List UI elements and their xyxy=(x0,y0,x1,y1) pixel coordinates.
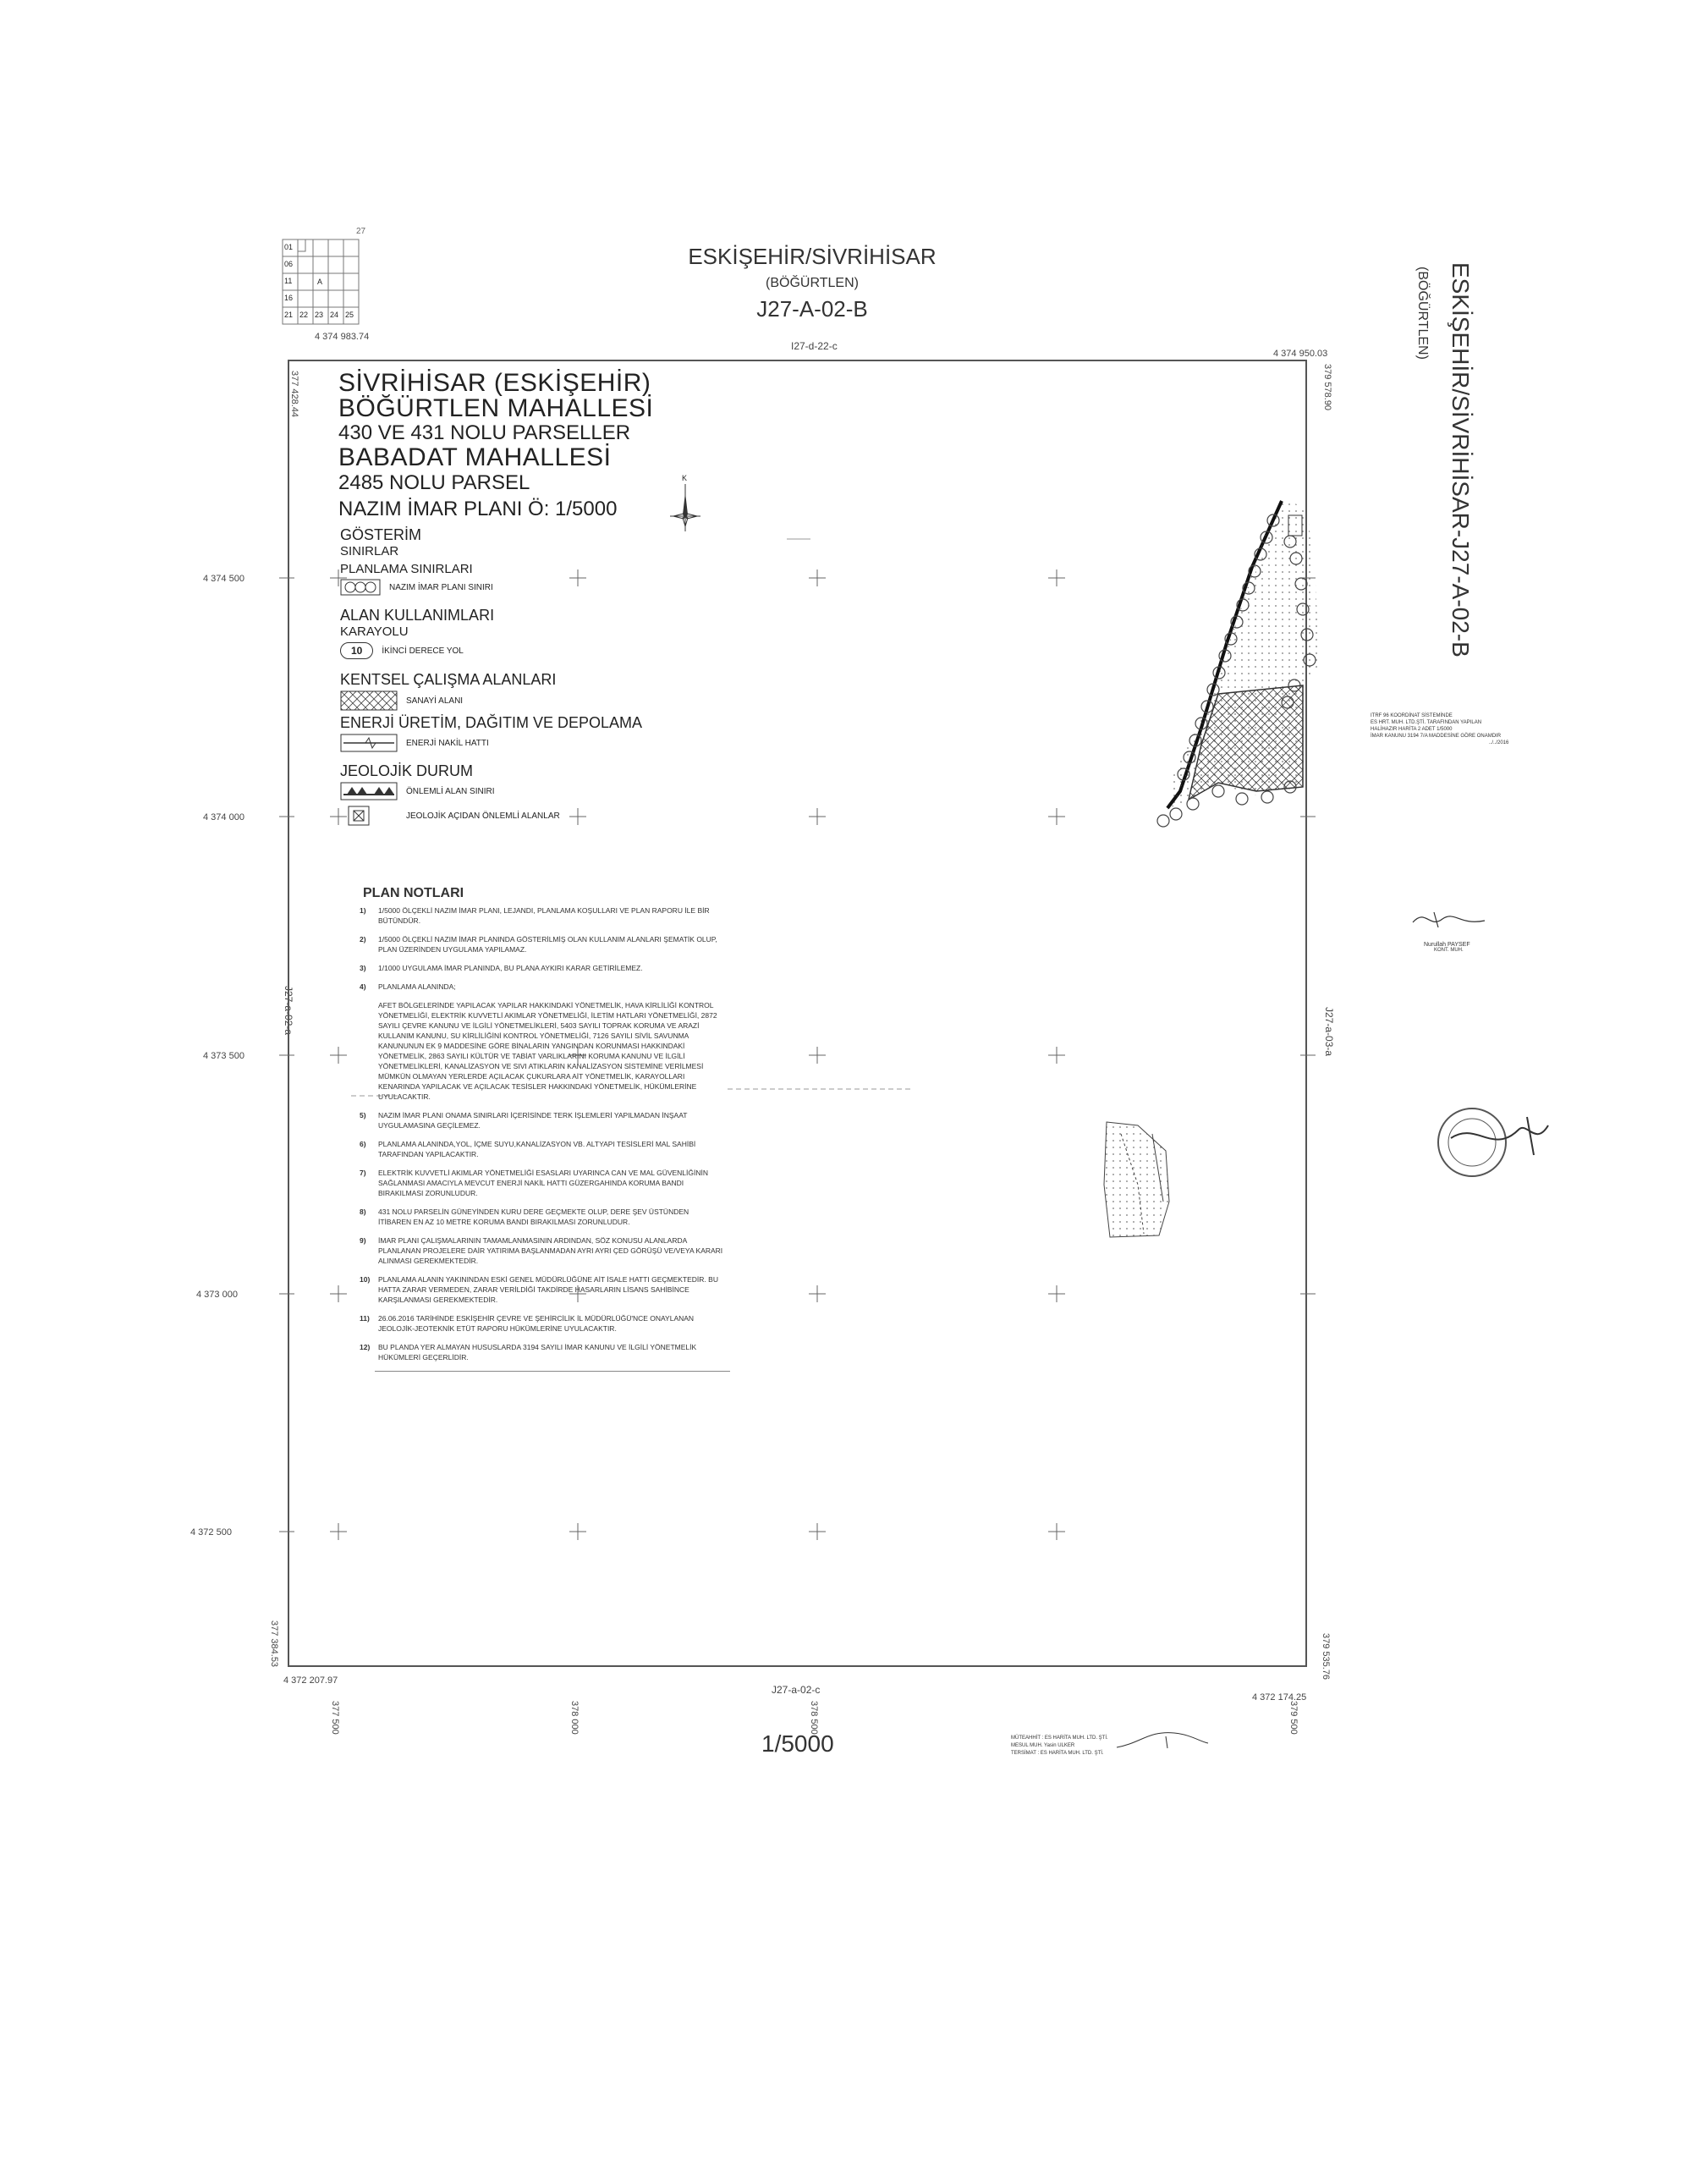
second-parcel xyxy=(1104,1122,1169,1237)
northing-label: 4 373 000 xyxy=(196,1290,238,1300)
plan-notes-title: PLAN NOTLARI xyxy=(363,886,464,900)
road-width-badge xyxy=(1288,514,1305,542)
plan-note-number: 9) xyxy=(360,1236,366,1245)
legend xyxy=(340,526,645,826)
approval-line: HALİHAZIR HARİTA 2 ADET 1/5000 xyxy=(1371,727,1453,732)
north-arrow xyxy=(668,474,702,537)
north-arrow-icon xyxy=(668,474,702,533)
plan-note-text: PLANLAMA ALANINDA; xyxy=(378,982,456,991)
plan-note xyxy=(360,1342,723,1362)
plan-note xyxy=(360,905,723,926)
grid-cross xyxy=(330,1285,347,1302)
notes-divider xyxy=(375,1371,730,1372)
legend-row-nazim xyxy=(340,578,645,597)
northing-label: 4 374 000 xyxy=(203,812,244,822)
index-cell-22: 22 xyxy=(299,311,309,319)
grid-cross xyxy=(1048,569,1065,586)
plan-notes-list xyxy=(360,905,723,1362)
coord-right-bottom-v: 379 535.76 xyxy=(1321,1633,1331,1681)
boundary-circle xyxy=(1187,798,1199,810)
engineer-name: Nurullah PAYSEF xyxy=(1424,942,1470,948)
approval-line: ITRF 96 KOORDİNAT SİSTEMİNDE xyxy=(1371,713,1453,718)
approval-stamp xyxy=(1371,712,1508,746)
credits xyxy=(1011,1735,1108,1758)
boundary-circle xyxy=(1212,785,1224,797)
grid-cross xyxy=(569,1523,586,1540)
easting-label: 378 000 xyxy=(569,1701,580,1735)
grid-cross xyxy=(809,1285,826,1302)
coord-top-right: 4 374 950.03 xyxy=(1273,349,1328,359)
legend-nazim-label: NAZIM İMAR PLANI SINIRI xyxy=(389,582,493,592)
coord-bottom-right: 4 372 174.25 xyxy=(1252,1692,1307,1703)
plan-note xyxy=(360,1274,723,1305)
engineer-signature xyxy=(1409,904,1493,953)
legend-row-sanayi xyxy=(340,690,645,711)
legend-onlemli-label: ÖNLEMLİ ALAN SINIRI xyxy=(406,786,495,796)
plan-title-line3: 430 VE 431 NOLU PARSELLER xyxy=(338,421,631,444)
legend-row-jeolojik xyxy=(340,806,645,826)
easting-label: 379 500 xyxy=(1288,1701,1299,1735)
plan-note-text: ELEKTRİK KUVVETLİ AKIMLAR YÖNETMELİĞİ ESASLARI UYARINCA CAN VE MAL GÜVENLİĞİNİN SAĞLANMASI AMACIYLA MEVCUT ENERJİ NAKİL HATTI GÜZERGAHINDA KORUMA BANDI BIRAKILMASI ZORUNLUDUR. xyxy=(378,1169,709,1197)
grid-cross xyxy=(809,1047,826,1064)
legend-enerji: ENERJİ ÜRETİM, DAĞITIM VE DEPOLAMA xyxy=(340,714,643,731)
index-cell-01: 01 xyxy=(284,243,294,251)
engineer-title: KONT. MUH. xyxy=(1434,948,1464,953)
legend-sinirlar: SINIRLAR xyxy=(340,544,399,558)
scale-label: 1/5000 xyxy=(761,1730,834,1757)
grid-cross xyxy=(809,808,826,825)
power-line-icon xyxy=(340,734,399,752)
index-cell-23: 23 xyxy=(315,311,324,319)
credits-signature xyxy=(1115,1726,1217,1756)
legend-alan-kullanimlari: ALAN KULLANIMLARI xyxy=(340,607,495,624)
legend-karayolu: KARAYOLU xyxy=(340,624,409,639)
legend-kentsel: KENTSEL ÇALIŞMA ALANLARI xyxy=(340,671,557,688)
plan-note-number xyxy=(360,1000,378,1102)
plan-note xyxy=(360,1110,723,1131)
legend-title: GÖSTERİM xyxy=(340,526,422,543)
credits-engineer: MESUL MUH. Yasin ULKER xyxy=(1011,1743,1075,1748)
plan-title-block xyxy=(338,371,653,523)
neighbor-right: J27-a-03-a xyxy=(1323,1007,1335,1057)
plan-note-text: 1/5000 ÖLÇEKLİ NAZIM İMAR PLANINDA GÖSTERİLMİŞ OLAN KULLANIM ALANLARI ŞEMATİK OLUP, PLAN ÜZERİNDEN UYGULAMA YAPILAMAZ. xyxy=(378,935,717,954)
plan-title-line4: BABADAT MAHALLESİ xyxy=(338,443,612,471)
approval-line: ../../2016 xyxy=(1489,740,1509,745)
index-cell-25: 25 xyxy=(345,311,354,319)
boundary-circle xyxy=(1157,815,1169,827)
grid-cross xyxy=(1048,1523,1065,1540)
plan-note-text: BU PLANDA YER ALMAYAN HUSUSLARDA 3194 SAYILI İMAR KANUNU VE İLGİLİ YÖNETMELİK HÜKÜMLERİ GEÇERLİDİR. xyxy=(378,1343,697,1362)
side-title: ESKİŞEHİR/SİVRİHİSAR-J27-A-02-B xyxy=(1448,262,1474,657)
index-cell-24: 24 xyxy=(330,311,339,319)
index-cell-a: A xyxy=(317,278,323,286)
plan-note xyxy=(360,982,723,992)
plan-note-number: 10) xyxy=(360,1275,371,1284)
plan-notes xyxy=(360,888,723,1372)
plan-note xyxy=(360,1139,723,1159)
plan-note-number: 6) xyxy=(360,1140,366,1148)
header-sheet-code: J27-A-02-B xyxy=(756,296,868,322)
plan-note-text: 1/1000 UYGULAMA İMAR PLANINDA, BU PLANA AYKIRI KARAR GETİRİLEMEZ. xyxy=(378,964,643,972)
legend-row-onlemli xyxy=(340,782,645,800)
easting-label: 378 500 xyxy=(809,1701,819,1735)
legend-jeolojik-label: JEOLOJİK AÇIDAN ÖNLEMLİ ALANLAR xyxy=(406,811,560,821)
industrial-hatch-icon xyxy=(340,690,399,711)
plan-note-number: 2) xyxy=(360,935,366,943)
caution-boundary-icon xyxy=(340,782,399,800)
northing-label: 4 372 500 xyxy=(190,1527,232,1538)
grid-cross xyxy=(1048,1047,1065,1064)
grid-cross xyxy=(809,1523,826,1540)
grid-cross xyxy=(330,1047,347,1064)
legend-enerji-label: ENERJİ NAKİL HATTI xyxy=(406,738,489,748)
plan-note-text: İMAR PLANI ÇALIŞMALARININ TAMAMLANMASININ ARDINDAN, SÖZ KONUSU ALANLARDA PLANLANAN PROJELERE DAİR YATIRIMA BAŞLANMADAN AYRI AYRI ÇED GÖRÜŞÜ VE/VEYA KARARI ALINMASI GEREKMEKTEDİR. xyxy=(378,1236,723,1265)
plan-note xyxy=(360,1000,723,1102)
plan-note-text: PLANLAMA ALANINDA,YOL, İÇME SUYU,KANALİZASYON VB. ALTYAPI TESİSLERİ MAL SAHİBİ TARAFINDAN YAPILACAKTIR. xyxy=(378,1140,696,1158)
boundary-circle xyxy=(1236,793,1248,805)
boundary-circle xyxy=(1261,791,1273,803)
header-province: ESKİŞEHİR/SİVRİHİSAR xyxy=(688,244,937,269)
plan-note xyxy=(360,963,723,973)
index-cell-16: 16 xyxy=(284,294,294,302)
grid-cross xyxy=(1048,808,1065,825)
easting-label: 377 500 xyxy=(330,1701,340,1735)
approval-line: İMAR KANUNU 3194 7/A MADDESİNE GÖRE ONAMDIR xyxy=(1371,734,1502,739)
plan-title-line2: BÖĞÜRTLEN MAHALLESİ xyxy=(338,394,654,422)
coord-top-left: 4 374 983.74 xyxy=(315,332,370,342)
plan-note-text: NAZIM İMAR PLANI ONAMA SINIRLARI İÇERİSİNDE TERK İŞLEMLERİ YAPILMADAN İNŞAAT UYGULAMASINA GEÇİLEMEZ. xyxy=(378,1111,688,1130)
header-village: (BÖĞÜRTLEN) xyxy=(766,276,859,290)
index-cell-06: 06 xyxy=(284,260,294,268)
plan-title-line1: SİVRİHİSAR (ESKİŞEHİR) xyxy=(338,369,651,397)
boundary-symbol-icon xyxy=(340,578,382,597)
coord-left-bottom-v: 377 384.53 xyxy=(269,1620,279,1668)
plan-note-number: 4) xyxy=(360,982,366,991)
plan-note xyxy=(360,1168,723,1198)
plan-note-number: 7) xyxy=(360,1169,366,1177)
neighbor-left: J27-a-02-a xyxy=(283,986,294,1036)
neighbor-top: I27-d-22-c xyxy=(791,340,838,352)
credits-signature-icon xyxy=(1115,1726,1217,1752)
legend-yol-label: İKİNCİ DERECE YOL xyxy=(382,646,464,656)
legend-sanayi-label: SANAYİ ALANI xyxy=(406,696,464,706)
approval-line: ES HRT. MUH. LTD.ŞTİ. TARAFINDAN YAPILAN xyxy=(1371,720,1482,725)
plan-note-number: 3) xyxy=(360,964,366,972)
index-cell-11: 11 xyxy=(284,277,293,285)
coord-bottom-left: 4 372 207.97 xyxy=(283,1675,338,1686)
side-title-village: (BÖĞÜRTLEN) xyxy=(1415,267,1430,360)
boundary-circle xyxy=(1170,808,1182,820)
north-arrow-label: K xyxy=(682,474,688,482)
seal-icon xyxy=(1426,1104,1569,1189)
grid-cross xyxy=(1048,1285,1065,1302)
northing-label: 4 374 500 xyxy=(203,574,244,584)
plan-note-text: 1/5000 ÖLÇEKLİ NAZIM İMAR PLANI, LEJANDI, PLANLAMA KOŞULLARI VE PLAN RAPORU İLE BİR BÜTÜNDÜR. xyxy=(378,906,710,925)
neighbor-bottom: J27-a-02-c xyxy=(772,1684,821,1696)
geological-caution-icon xyxy=(340,806,399,826)
road-badge-icon xyxy=(1288,514,1305,540)
index-cell-21: 21 xyxy=(284,311,294,319)
plan-note-text: 431 NOLU PARSELİN GÜNEYİNDEN KURU DERE GEÇMEKTE OLUP, DERE ŞEV ÜSTÜNDEN İTİBAREN EN AZ 10 METRE KORUMA BANDI BIRAKILMASI ZORUNLUDUR. xyxy=(378,1208,689,1226)
coord-right-top-v: 379 578.90 xyxy=(1322,364,1332,411)
grid-cross xyxy=(809,569,826,586)
legend-planlama-sinirlari: PLANLAMA SINIRLARI xyxy=(340,562,473,576)
index-corner-label: 27 xyxy=(356,227,366,236)
plan-note-text: PLANLAMA ALANIN YAKININDAN ESKİ GENEL MÜDÜRLÜĞÜNE AİT İSALE HATTI GEÇMEKTEDİR. BU HATTA ZARAR VERMEDEN, ZARAR VERİLDİĞİ TAKDİRDE HASARLARIN LİSANS SAHİBİNCE KARŞILANMASI GEREKMEKTEDİR. xyxy=(378,1275,718,1304)
grid-cross xyxy=(330,1523,347,1540)
northing-label: 4 373 500 xyxy=(203,1051,244,1061)
coord-left-top-v: 377 428.44 xyxy=(289,371,299,418)
plan-note xyxy=(360,1235,723,1266)
plan-note-number: 8) xyxy=(360,1208,366,1216)
plan-note-number: 12) xyxy=(360,1343,371,1351)
legend-row-yol xyxy=(340,642,645,659)
plan-title-line5: 2485 NOLU PARSEL xyxy=(338,471,530,494)
planning-area xyxy=(1167,499,1320,812)
legend-jeolojik: JEOLOJİK DURUM xyxy=(340,762,474,779)
credits-contractor: MÜTEAHHİT : ES HARİTA MUH. LTD. ŞTİ. xyxy=(1011,1736,1108,1741)
plan-note xyxy=(360,934,723,954)
plan-note xyxy=(360,1207,723,1227)
official-seal xyxy=(1426,1104,1569,1193)
legend-row-enerji xyxy=(340,734,645,752)
plan-note-text: 26.06.2016 TARİHİNDE ESKİŞEHİR ÇEVRE VE ŞEHİRCİLİK İL MÜDÜRLÜĞÜ'NCE ONAYLANAN JEOLOJİK-JEOTEKNİK ETÜT RAPORU HÜKÜMLERİNE UYULACAKTIR. xyxy=(378,1314,695,1333)
plan-note-number: 1) xyxy=(360,906,366,915)
plan-note xyxy=(360,1313,723,1334)
plan-title-line6: NAZIM İMAR PLANI Ö: 1/5000 xyxy=(338,498,618,520)
signature-icon xyxy=(1409,904,1493,938)
plan-note-number: 11) xyxy=(360,1314,370,1323)
plan-note-number: 5) xyxy=(360,1111,366,1120)
road-badge: 10 xyxy=(340,642,373,659)
credits-drafting: TERSİMAT : ES HARİTA MUH. LTD. ŞTİ. xyxy=(1011,1751,1104,1756)
plan-note-text: AFET BÖLGELERİNDE YAPILACAK YAPILAR HAKKINDAKİ YÖNETMELİK, HAVA KİRLİLİĞİ KONTROL YÖNETMELİĞİ, ELEKTRİK KUVVETLİ AKIMLAR YÖNETMELİĞİ, İLETİM HATLARI YÖNETMELİĞİ, 2872 SAYILI ÇEVRE KANUNU VE İLGİLİ YÖNETMELİKLERİ, 5403 SAYILI TOPRAK KORUMA VE ARAZİ KULLANIM KANUNU, SU KİRLİLİĞİNİ KONTROL YÖNETMELİĞİ, 7126 SAYILI SİVİL SAVUNMA KANUNUNUN EK 9 MADDESİNE GÖRE BİNALARIN YANGINDAN KORUNMASI HAKKINDAKİ YÖNETMELİK, 2863 SAYILI KÜLTÜR VE TABİAT VARLIKLARINI KORUMA KANUNU VE İLGİLİ YÖNETMELİKLERİ, KANALİZASYON VE SIVI ATIKLARIN KANALİZASYON SİSTEMİNE VERİLMESİ MÜMKÜN OLMAYAN YERLERDE AÇILACAK ÇUKURLARA AİT YÖNETMELİK, KARAYOLLARI KENARINDA YAPILACAK VE AÇILACAK TESİSLER HAKKINDAKİ YÖNETMELİK, HÜKÜMLERİNE UYULACAKTIR. xyxy=(378,1001,717,1101)
